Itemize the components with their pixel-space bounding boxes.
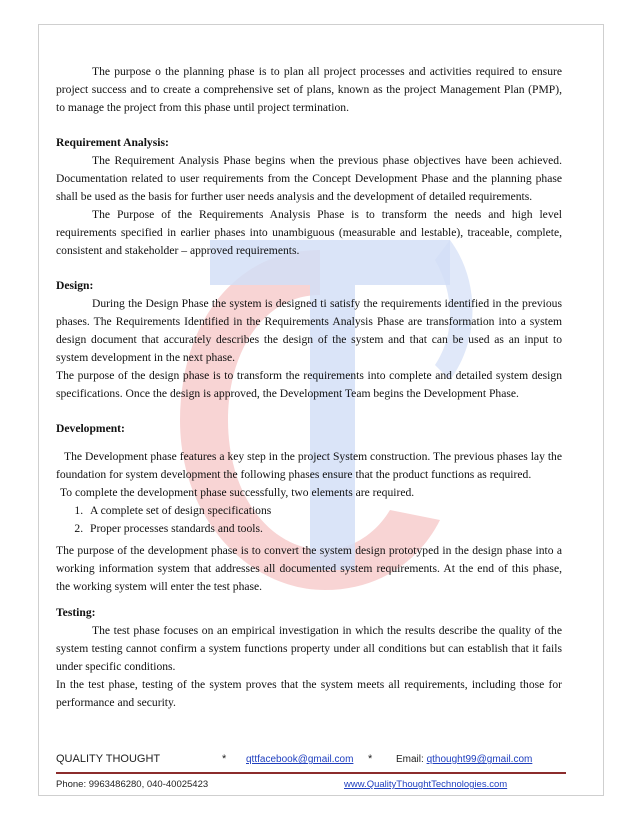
development-paragraph-3: The purpose of the development phase is to convert the system design prototyped in the design phase into a working information system that addresses all documented system requirements. At the end of this phase, the working system will enter the test phase. bbox=[56, 544, 562, 593]
footer-divider bbox=[56, 772, 566, 774]
list-item: 1. A complete set of design specifications bbox=[86, 502, 562, 520]
development-paragraph-2: To complete the development phase successfully, two elements are required. bbox=[60, 486, 415, 499]
requirement-paragraph-2: The Purpose of the Requirements Analysis Phase is to transform the needs and high level requirements specified in earlier phases into unambiguous (measurable and lestable), traceable, complete, consistent and stakeholder – approved requirements. bbox=[56, 208, 562, 257]
design-paragraph-1: During the Design Phase the system is designed ti satisfy the requirements identified in the previous phases. The Requirements Identified in the Requirements Analysis Phase are transformation into a system design document that accurately describes the design of the system and that can be used as an input to system development in the next phase. bbox=[56, 297, 562, 364]
facebook-email-link[interactable]: qttfacebook@gmail.com bbox=[246, 754, 354, 765]
planning-paragraph: The purpose o the planning phase is to plan all project processes and activities required to ensure project success and to create a comprehensive set of plans, known as the project Management Plan (PMP), to manage the project from this phase until project termination. bbox=[56, 65, 562, 114]
requirements-list bbox=[56, 502, 562, 538]
list-item: 2. Proper processes standards and tools. bbox=[86, 520, 562, 538]
email-contact bbox=[396, 754, 532, 765]
company-name: QUALITY THOUGHT bbox=[56, 753, 161, 765]
requirement-analysis-heading: Requirement Analysis: bbox=[56, 136, 169, 149]
separator-star: * bbox=[368, 753, 373, 765]
email-link[interactable]: qthought99@gmail.com bbox=[426, 754, 533, 765]
requirement-paragraph-1: The Requirement Analysis Phase begins when the previous phase objectives have been achieved. Documentation related to user requirements from the Concept Development Phase and the planning phase shall be used as the basis for further user needs analysis and the development of detailed requirements. bbox=[56, 154, 562, 203]
document-body bbox=[56, 63, 562, 712]
design-heading: Design: bbox=[56, 279, 94, 292]
footer bbox=[56, 753, 562, 769]
separator-star: * bbox=[222, 753, 227, 765]
design-paragraph-2: The purpose of the design phase is to transform the requirements into complete and detailed system design specifications. Once the design is approved, the Development Team begins the Development Phase. bbox=[56, 369, 562, 400]
testing-paragraph-1: The test phase focuses on an empirical investigation in which the results describe the quality of the system testing cannot confirm a system functions property under all conditions but can establish that it fails under specific conditions. bbox=[56, 624, 562, 673]
development-paragraph-1: The Development phase features a key step in the project System construction. The previous phases lay the foundation for system development the following phases ensure that the product functions as required. bbox=[56, 450, 562, 481]
email-label: Email: bbox=[396, 754, 427, 765]
testing-paragraph-2: In the test phase, testing of the system proves that the system meets all requirements, including those for performance and security. bbox=[56, 678, 562, 709]
website-link[interactable]: www.QualityThoughtTechnologies.com bbox=[344, 779, 508, 790]
testing-heading: Testing: bbox=[56, 606, 96, 619]
phone-number: Phone: 9963486280, 040-40025423 bbox=[56, 779, 209, 790]
development-heading: Development: bbox=[56, 422, 125, 435]
